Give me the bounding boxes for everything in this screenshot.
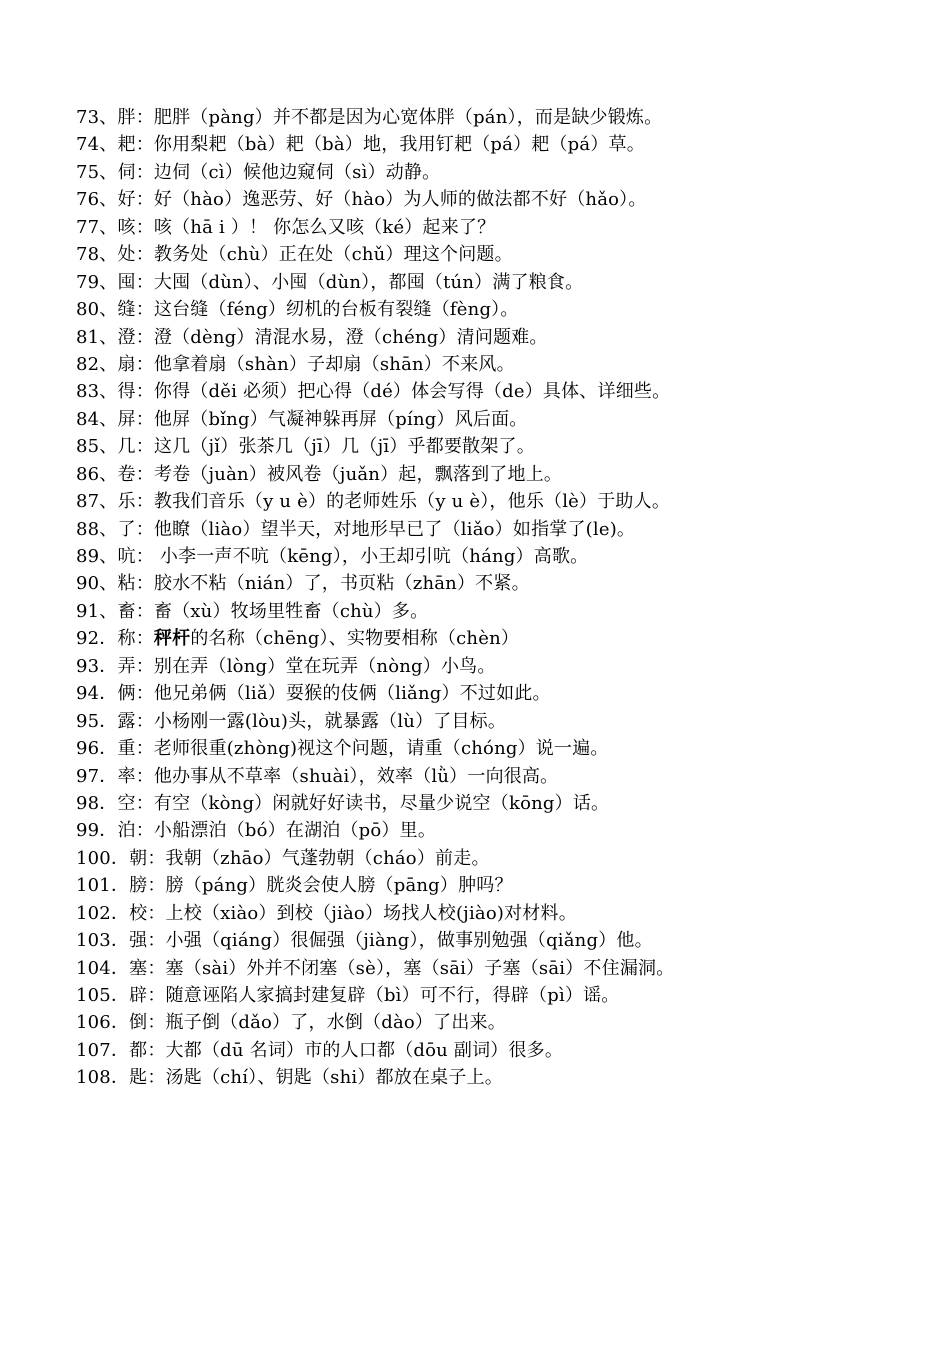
entry-text: 89、吭： 小李一声不吭（kēng），小王却引吭（háng）高歌。 xyxy=(76,546,589,567)
entry-text: 78、处：教务处（chù）正在处（chǔ）理这个问题。 xyxy=(76,244,513,266)
list-item xyxy=(76,872,926,899)
list-item xyxy=(76,845,926,872)
entry-text: 99．泊：小船漂泊（bó）在湖泊（pō）里。 xyxy=(76,820,437,842)
list-item xyxy=(76,543,926,570)
list-item xyxy=(76,269,926,296)
entry-text: 105．辟：随意诬陷人家搞封建复辟（bì）可不行，得辟（pì）谣。 xyxy=(76,985,620,1006)
list-item xyxy=(76,790,926,817)
entry-text: 74、耙：你用梨耙（bà）耙（bà）地，我用钉耙（pá）耙（pá）草。 xyxy=(76,134,645,156)
list-item xyxy=(76,900,926,927)
list-item xyxy=(76,708,926,735)
entry-text: 101．膀：膀（páng）胱炎会使人膀（pāng）肿吗？ xyxy=(76,875,513,897)
entry-text: 84、屏：他屏（bǐng）气凝神躲再屏（píng）风后面。 xyxy=(76,408,528,430)
entry-prefix: 92．称： xyxy=(76,628,154,650)
entry-text: 86、卷：考卷（juàn）被风卷（juǎn）起，飘落到了地上。 xyxy=(76,463,563,485)
list-item xyxy=(76,406,926,433)
entry-text: 93．弄：别在弄（lòng）堂在玩弄（nòng）小鸟。 xyxy=(76,655,496,677)
list-item xyxy=(76,488,926,515)
list-item xyxy=(76,131,926,158)
entry-text: 87、乐：教我们音乐（y u è）的老师姓乐（y u è），他乐（lè）于助人。 xyxy=(76,491,671,513)
list-item xyxy=(76,378,926,405)
list-item xyxy=(76,653,926,680)
entry-text: 83、得：你得（děi 必须）把心得（dé）体会写得（de）具体、详细些。 xyxy=(76,381,671,403)
entry-text: 91、畜：畜（xù）牧场里牲畜（chù）多。 xyxy=(76,600,429,622)
entry-text: 100．朝：我朝（zhāo）气蓬勃朝（cháo）前走。 xyxy=(76,847,490,869)
entry-text: 98．空：有空（kòng）闲就好好读书，尽量少说空（kōng）话。 xyxy=(76,792,610,814)
entry-text: 94．俩：他兄弟俩（liǎ）耍猴的伎俩（liǎng）不过如此。 xyxy=(76,683,551,705)
entry-text: 96．重：老师很重(zhòng)视这个问题，请重（chóng）说一遍。 xyxy=(76,738,609,760)
list-item xyxy=(76,955,926,982)
list-item xyxy=(76,982,926,1009)
list-item xyxy=(76,241,926,268)
list-item xyxy=(76,461,926,488)
list-item xyxy=(76,598,926,625)
entry-text: 102．校：上校（xiào）到校（jiào）场找人校(jiào)对材料。 xyxy=(76,902,577,924)
list-item xyxy=(76,570,926,597)
list-item xyxy=(76,1009,926,1036)
entry-text: 79、囤：大囤（dùn）、小囤（dùn），都囤（tún）满了粮食。 xyxy=(76,271,584,293)
entry-bold-term: 秤杆 xyxy=(153,628,191,650)
entry-text: 95．露：小杨刚一露(lòu)头，就暴露（lù）了目标。 xyxy=(76,710,507,732)
entry-text: 73、胖：肥胖（pàng）并不都是因为心宽体胖（pán），而是缺少锻炼。 xyxy=(76,107,663,128)
list-item xyxy=(76,214,926,241)
list-item xyxy=(76,735,926,762)
entry-text: 77、咳：咳（hā i ）！ 你怎么又咳（ké）起来了？ xyxy=(76,216,496,238)
list-item xyxy=(76,625,926,652)
list-item xyxy=(76,680,926,707)
list-item xyxy=(76,324,926,351)
list-item xyxy=(76,433,926,460)
entry-text: 85、几：这几（jǐ）张茶几（jī）几（jī）乎都要散架了。 xyxy=(76,436,535,458)
list-item xyxy=(76,1037,926,1064)
entry-text: 104．塞：塞（sài）外并不闭塞（sè），塞（sāi）子塞（sāi）不住漏洞。 xyxy=(76,957,675,979)
list-item xyxy=(76,817,926,844)
entry-text: 108．匙：汤匙（chí）、钥匙（shi）都放在桌子上。 xyxy=(76,1067,503,1089)
entry-text: 103．强：小强（qiáng）很倔强（jiàng），做事别勉强（qiǎng）他。 xyxy=(76,930,653,952)
list-item xyxy=(76,763,926,790)
entry-text: 106．倒：瓶子倒（dǎo）了，水倒（dào）了出来。 xyxy=(76,1012,506,1034)
entry-text: 107．都：大都（dū 名词）市的人口都（dōu 副词）很多。 xyxy=(76,1039,564,1061)
entry-list xyxy=(76,104,926,1092)
entry-text: 81、澄：澄（dèng）清混水易，澄（chéng）清问题难。 xyxy=(76,326,548,348)
entry-text: 的名称（chēng）、实物要相称（chèn） xyxy=(190,628,520,650)
list-item xyxy=(76,186,926,213)
entry-text: 76、好：好（hào）逸恶劳、好（hào）为人师的做法都不好（hǎo）。 xyxy=(76,189,647,211)
entry-text: 82、扇：他拿着扇（shàn）子却扇（shān）不来风。 xyxy=(76,353,515,375)
entry-text: 75、伺：边伺（cì）候他边窥伺（sì）动静。 xyxy=(76,161,441,183)
entry-text: 90、粘：胶水不粘（nián）了，书页粘（zhān）不紧。 xyxy=(76,573,530,595)
list-item xyxy=(76,104,926,131)
list-item xyxy=(76,927,926,954)
entry-text: 80、缝：这台缝（féng）纫机的台板有裂缝（fèng）。 xyxy=(76,299,519,321)
list-item xyxy=(76,159,926,186)
entry-text: 88、了：他瞭（liào）望半天，对地形早已了（liǎo）如指掌了(le)。 xyxy=(76,518,636,540)
list-item xyxy=(76,516,926,543)
list-item xyxy=(76,296,926,323)
entry-text: 97．率：他办事从不草率（shuài），效率（lǜ）一向很高。 xyxy=(76,765,559,787)
list-item xyxy=(76,351,926,378)
list-item xyxy=(76,1064,926,1091)
